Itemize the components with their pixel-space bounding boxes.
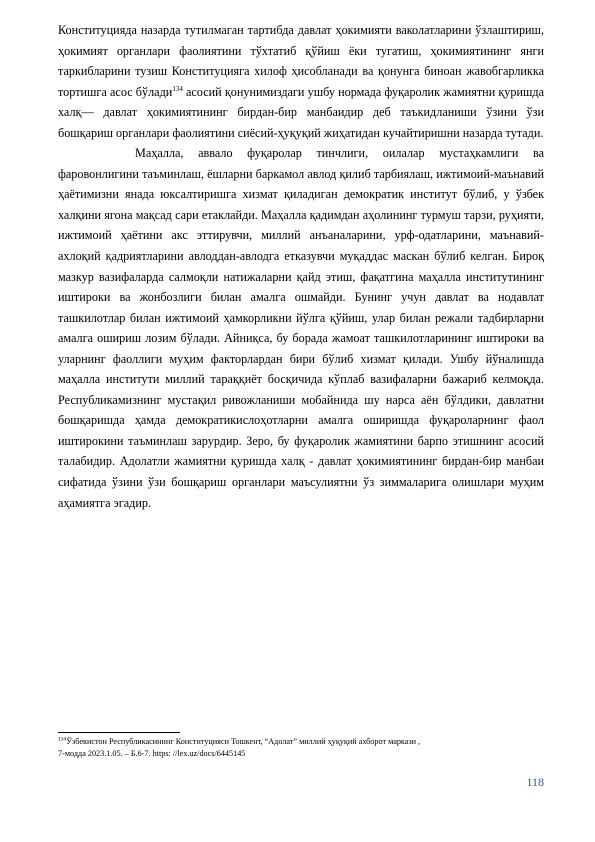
footnote-separator	[58, 732, 180, 733]
paragraph-1	[58, 20, 544, 143]
footnote-line-2: 7-модда 2023.1.05. – Б.6-7. https: //lex.uz/docs/6445145	[58, 748, 246, 758]
footnote-reference[interactable]: 134	[172, 84, 183, 93]
paragraph-1-continuation: асосий қонунимиздаги ушбу нормада фуқаролик жамиятни қуришда халқ— давлат ҳокимиятининг бирдан-бир манбаидир деб таъкидланиши ўзини ўзи бошқариш органлари фаолиятини сиёсий-ҳуқуқий жиҳатидан кучайтиришни назарда тутади.	[58, 84, 545, 140]
paragraph-2: Маҳалла, аввало фуқаролар тинчлиги, оилалар мустаҳкамлиги ва фаровонлигини таъминлаш, ёшларни баркамол авлод қилиб тарбиялаш, ижтимоий-маънавий ҳаётимизни янада юксалтиришга хизмат қиладиган демократик институт бўлиб, у ўзбек халқини ягона мақсад сари етаклайди. Маҳалла қадимдан аҳолининг турмуш тарзи, руҳияти, ижтимоий ҳаётини акс эттирувчи, миллий анъаналарини, урф-одатларини, маънавий-ахлоқий қадриятларини авлоддан-авлодга етказувчи муқаддас маскан бўлиб келган. Бироқ мазкур вазифаларда салмоқли натижаларни қайд этиш, фақатгина маҳалла институтининг иштироки ва жонбозлиги билан амалга ошмайди. Бунинг учун давлат ва нодавлат ташкилотлар билан ижтимоий ҳамкорликни йўлга қўйиш, улар билан режали тадбирларни амалга ошириш лозим бўлади. Айниқса, бу борада жамоат ташкилотларининг иштироки ва уларнинг фаоллиги муҳим факторлардан бири бўлиб хизмат қилади. Ушбу йўналишда маҳалла институти миллий тараққиёт босқичида кўплаб вазифаларни бажариб келмоқда. Республикамизнинг мустақил ривожланиши мобайнида шу нарса аён бўлдики, давлатни бошқаришда ҳамда демократикислоҳотларни амалга оширишда фуқароларнинг фаол иштирокини таъминлаш зарурдир. Зеро, бу фуқаролик жамиятини барпо этишнинг асосий талабидир. Адолатли жамиятни қуришда халқ - давлат ҳокимиятининг бирдан-бир манбаи сифатида ўзини ўзи бошқариш органлари маъсулиятни ўз зиммаларига олишлари муҳим аҳамиятга эгадир.	[58, 146, 544, 510]
footnote-line-1	[58, 736, 544, 748]
body-text	[58, 20, 544, 513]
footnote-citation: Ўзбекистон Республикасининг Конституцияси Тошкент, “Адолат” миллий ҳуқуқий ахборот маркази ,	[66, 737, 421, 746]
footnote-number: 134	[58, 736, 67, 743]
paragraph-1-text: Конституцияда назарда тутилмаган тартибда давлат ҳокимияти ваколатларини ўзлаштириш, ҳокимият органлари фаолиятини тўхтатиб қўйиш ёки тугатиш, ҳокимиятининг янги таркибларини тузиш Конституцияга хилоф ҳисобланади ва қонунга биноан жавобгарликка тортишга асос бўлади	[58, 23, 544, 99]
page-number: 118	[526, 775, 544, 789]
footnote	[58, 736, 544, 759]
